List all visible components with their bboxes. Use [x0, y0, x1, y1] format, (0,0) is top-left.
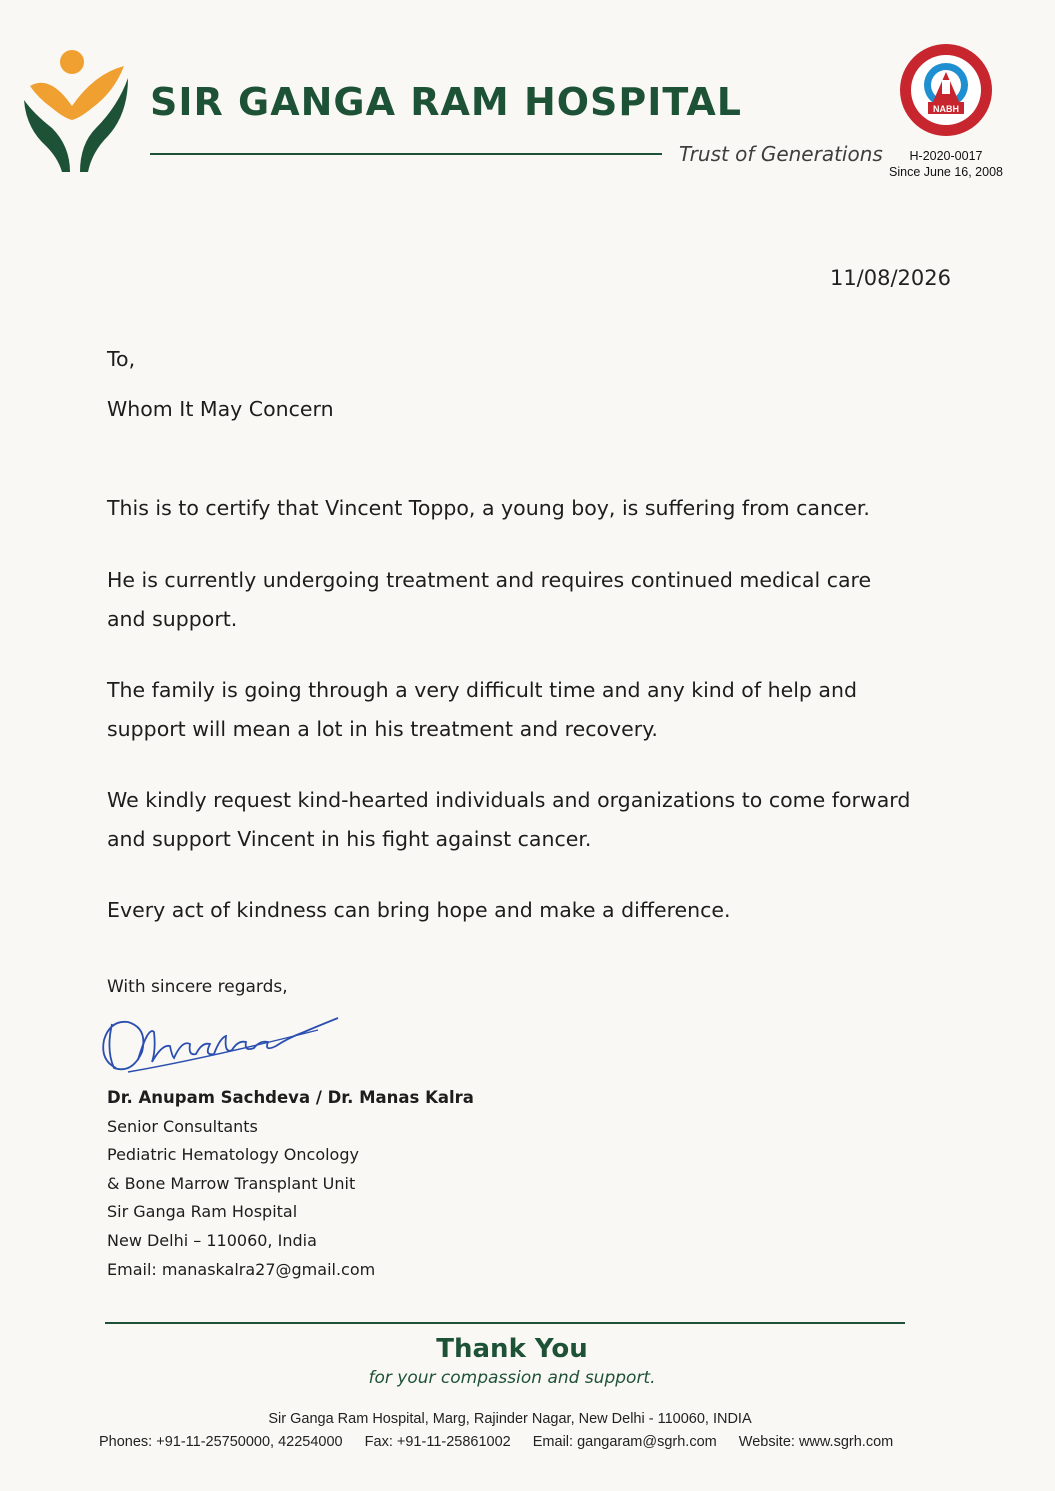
hospital-tagline: Trust of Generations	[679, 142, 883, 166]
paragraph-2: He is currently undergoing treatment and requires continued medical care and support.	[107, 568, 872, 631]
paragraph-5: Every act of kindness can bring hope and make a difference.	[107, 898, 731, 922]
footer-website: Website: www.sgrh.com	[738, 1434, 894, 1450]
thank-you-subtext: for your compassion and support.	[368, 1368, 656, 1388]
accreditation-code: H-2020-0017	[909, 149, 983, 163]
thank-you-heading: Thank You	[436, 1334, 588, 1364]
signatory-block	[107, 1084, 474, 1284]
nabh-accreditation-seal	[898, 42, 994, 138]
recipient: Whom It May Concern	[107, 397, 334, 421]
signatory-department-2: & Bone Marrow Transplant Unit	[107, 1173, 356, 1193]
hospital-logo	[22, 48, 130, 174]
accreditation-info	[870, 148, 1022, 180]
signatory-city: New Delhi – 110060, India	[107, 1230, 317, 1250]
paragraph-1: This is to certify that Vincent Toppo, a young boy, is suffering from cancer.	[107, 496, 870, 520]
footer-fax: Fax: +91-11-25861002	[364, 1434, 511, 1450]
closing: With sincere regards,	[107, 977, 288, 997]
hospital-name: SIR GANGA RAM HOSPITAL	[150, 80, 742, 124]
header-divider	[150, 153, 662, 155]
footer-contacts	[99, 1434, 911, 1450]
paragraph-4: We kindly request kind-hearted individuals and organizations to come forward and support Vincent in his fight against cancer.	[107, 788, 911, 851]
footer-address: Sir Ganga Ram Hospital, Marg, Rajinder Nagar, New Delhi - 110060, INDIA	[268, 1411, 752, 1427]
signatory-email: Email: manaskalra27@gmail.com	[107, 1259, 376, 1279]
signatory-department-1: Pediatric Hematology Oncology	[107, 1145, 359, 1165]
accreditation-since: Since June 16, 2008	[889, 165, 1003, 179]
paragraph-3: The family is going through a very difficult time and any kind of help and support will mean a lot in his treatment and recovery.	[107, 678, 857, 741]
signatory-name: Dr. Anupam Sachdeva / Dr. Manas Kalra	[107, 1088, 474, 1107]
handwritten-signature	[98, 1010, 343, 1080]
salutation-to: To,	[107, 347, 136, 371]
letter-date: 11/08/2026	[829, 266, 951, 290]
footer-phones: Phones: +91-11-25750000, 42254000	[99, 1434, 343, 1450]
signatory-title: Senior Consultants	[107, 1116, 258, 1136]
footer-email: Email: gangaram@sgrh.com	[532, 1434, 717, 1450]
footer-divider	[105, 1322, 905, 1324]
seal-label: NABH	[933, 104, 959, 114]
signatory-organization: Sir Ganga Ram Hospital	[107, 1202, 298, 1222]
